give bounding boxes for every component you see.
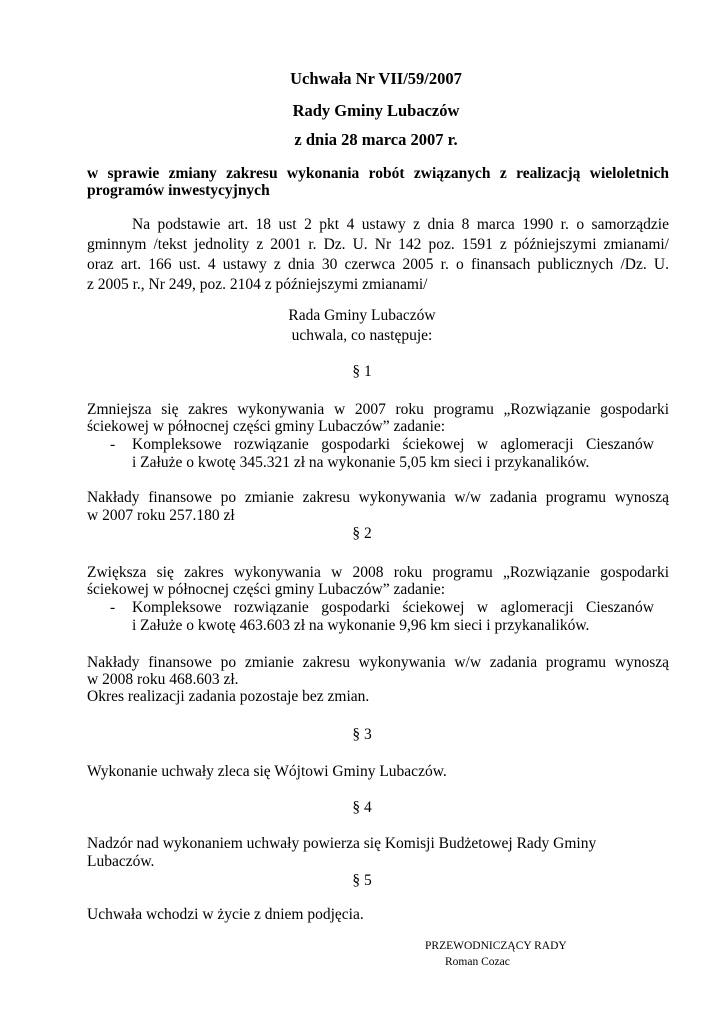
section-2-cost-1: Nakłady finansowe po zmianie zakresu wykonywania w/w zadania programu wynoszą (87, 654, 669, 671)
section-1-cost-1: Nakłady finansowe po zmianie zakresu wykonywania w/w zadania programu wynoszą (87, 489, 669, 506)
section-1-mark: § 1 (352, 363, 372, 380)
resolves-council: Rada Gminy Lubaczów (288, 307, 436, 324)
section-1-intro-2: ściekowej w północnej części gminy Lubaczów” zadanie: (87, 418, 446, 435)
subject-line-1: w sprawie zmiany zakresu wykonania robót związanych z realizacją wieloletnich (87, 165, 669, 182)
section-5-mark: § 5 (352, 872, 372, 889)
section-3-mark: § 3 (352, 726, 372, 743)
section-5-text: Uchwała wchodzi w życie z dniem podjęcia. (87, 906, 364, 923)
section-2-intro-2: ściekowej w północnej części gminy Lubaczów” zadanie: (87, 581, 446, 598)
section-4-text-2: Lubaczów. (87, 853, 155, 870)
section-4-mark: § 4 (352, 799, 372, 816)
subject-line-2: programów inwestycyjnych (87, 182, 270, 199)
section-1-item-2: i Załuże o kwotę 345.321 zł na wykonanie 5,05 km sieci i przykanalików. (132, 454, 590, 471)
section-2-cost-3: Okres realizacji zadania pozostaje bez zmian. (87, 688, 370, 705)
preamble-line-4: z 2005 r., Nr 249, poz. 2104 z późniejszymi zmianami/ (87, 276, 428, 293)
section-2-cost-2: w 2008 roku 468.603 zł. (87, 671, 239, 688)
preamble-line-2: gminnym /tekst jednolity z 2001 r. Dz. U. Nr 142 poz. 1591 z późniejszymi zmianami/ (87, 236, 669, 253)
section-2-item-1: Kompleksowe rozwiązanie gospodarki ściekowej w aglomeracji Cieszanów (132, 599, 654, 616)
section-1-cost-2: w 2007 roku 257.180 zł (87, 507, 235, 524)
section-1-item-1: Kompleksowe rozwiązanie gospodarki ściekowej w aglomeracji Cieszanów (132, 436, 654, 453)
section-2-mark: § 2 (352, 525, 372, 542)
preamble-line-3: oraz art. 166 ust. 4 ustawy z dnia 30 czerwca 2005 r. o finansach publicznych /Dz. U. (87, 256, 669, 273)
section-1-bullet-dash: - (110, 436, 116, 453)
section-2-item-2: i Załuże o kwotę 463.603 zł na wykonanie 9,96 km sieci i przykanalików. (132, 617, 590, 634)
resolves-statement: uchwala, co następuje: (291, 327, 433, 344)
signature-role: PRZEWODNICZĄCY RADY (425, 940, 567, 952)
resolution-title: Uchwała Nr VII/59/2007 (290, 69, 462, 88)
council-name: Rady Gminy Lubaczów (292, 101, 460, 120)
preamble-line-1: Na podstawie art. 18 ust 2 pkt 4 ustawy z dnia 8 marca 1990 r. o samorządzie (132, 216, 669, 233)
resolution-date: z dnia 28 marca 2007 r. (294, 130, 458, 149)
section-2-bullet-dash: - (110, 599, 116, 616)
section-2-intro-1: Zwiększa się zakres wykonywania w 2008 roku programu „Rozwiązanie gospodarki (87, 564, 669, 581)
section-4-text-1: Nadzór nad wykonaniem uchwały powierza się Komisji Budżetowej Rady Gminy (87, 835, 597, 852)
section-3-text: Wykonanie uchwały zleca się Wójtowi Gminy Lubaczów. (87, 763, 447, 780)
signature-name: Roman Cozac (445, 956, 510, 968)
section-1-intro-1: Zmniejsza się zakres wykonywania w 2007 roku programu „Rozwiązanie gospodarki (87, 401, 669, 418)
